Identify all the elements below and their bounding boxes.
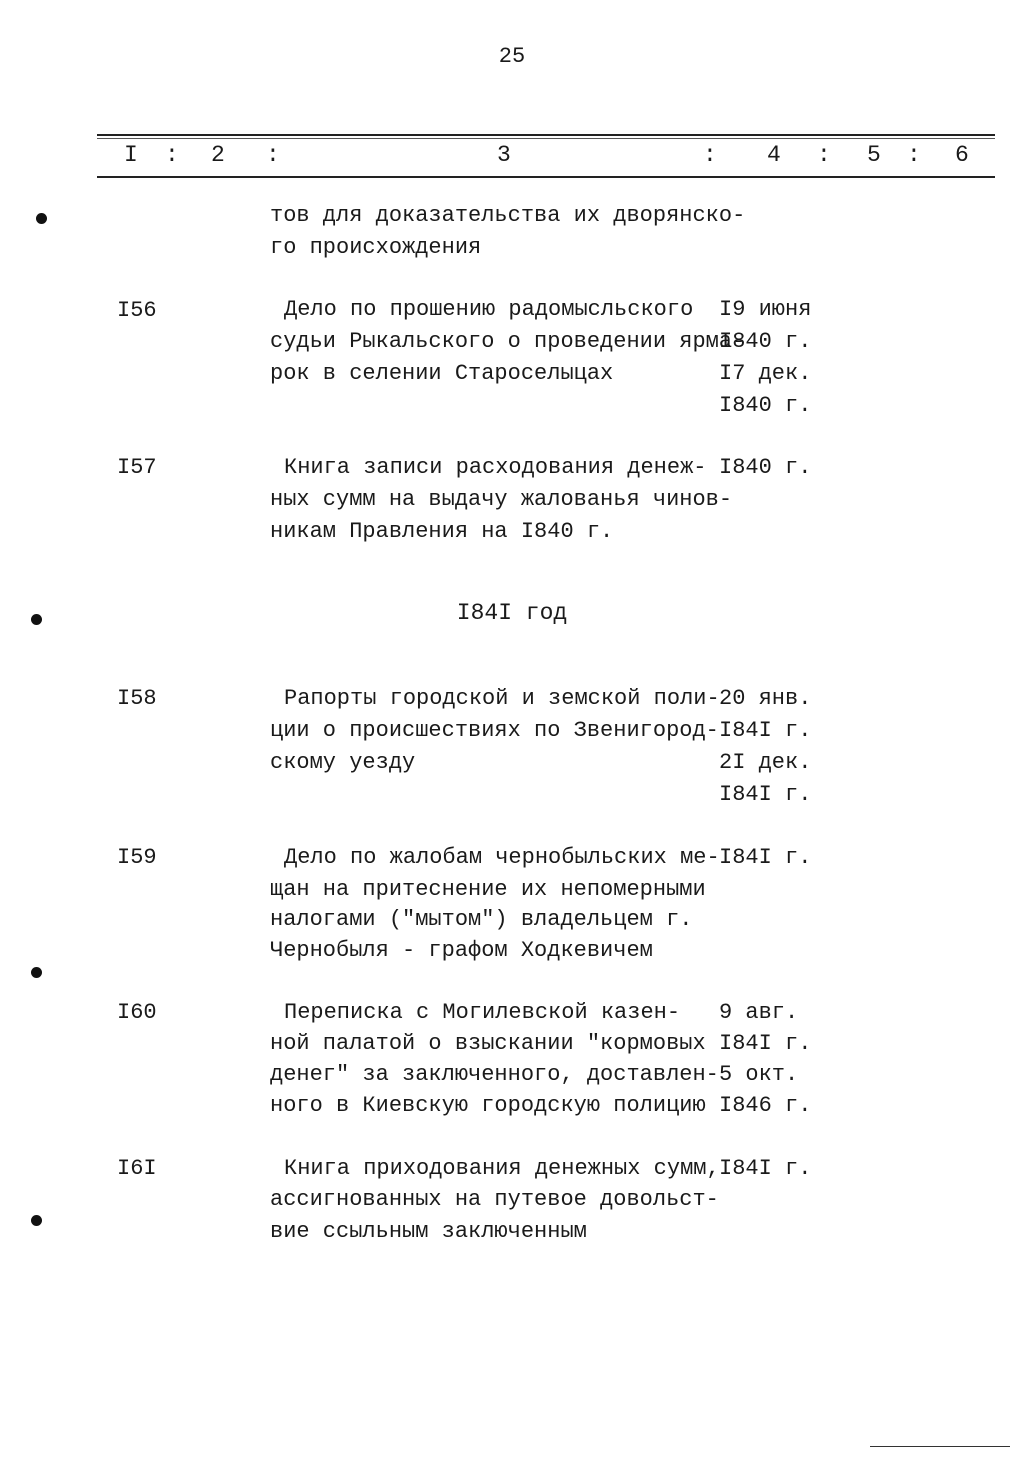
column-separator: : xyxy=(817,142,831,168)
column-header-2: 2 xyxy=(211,142,225,168)
entry-text-line: ассигнованных на путевое довольст- xyxy=(270,1187,719,1212)
entry-text-line: ной палатой о взыскании "кормовых xyxy=(270,1031,706,1056)
entry-text-line: Переписка с Могилевской казен- xyxy=(284,1000,681,1025)
entry-text-line: судьи Рыкальского о проведении ярма- xyxy=(270,329,746,354)
column-header-5: 5 xyxy=(867,142,881,168)
entry-number: I6I xyxy=(117,1156,157,1181)
entry-number: I60 xyxy=(117,1000,157,1025)
entry-date: I84I г. xyxy=(719,1031,812,1056)
entry-text-line: Рапорты городской и земской поли- xyxy=(284,686,720,711)
entry-date: I9 июня xyxy=(719,297,812,322)
entry-date: I7 дек. xyxy=(719,361,812,386)
entry-text-line: тов для доказательства их дворянско- xyxy=(270,203,746,228)
column-separator: : xyxy=(703,142,717,168)
entry-date: I84I г. xyxy=(719,1156,812,1181)
entry-text-line: ции о происшествиях по Звенигород- xyxy=(270,718,719,743)
entry-text-line: ного в Киевскую городскую полицию xyxy=(270,1093,706,1118)
section-heading: I84I год xyxy=(456,600,568,626)
entry-date: I846 г. xyxy=(719,1093,812,1118)
column-separator: : xyxy=(165,142,179,168)
entry-text-line: вие ссыльным заключенным xyxy=(270,1219,587,1244)
entry-date: I84I г. xyxy=(719,718,812,743)
column-separator: : xyxy=(266,142,280,168)
entry-date: I840 г. xyxy=(719,329,812,354)
entry-text-line: Книга приходования денежных сумм, xyxy=(284,1156,720,1181)
header-top-rule-thin xyxy=(97,138,995,139)
entry-text-line: Дело по прошению радомысльского xyxy=(284,297,694,322)
entry-date: 20 янв. xyxy=(719,686,812,711)
entry-text-line: ных сумм на выдачу жалованья чинов- xyxy=(270,487,733,512)
binding-hole xyxy=(31,614,42,625)
entry-date: 2I дек. xyxy=(719,750,812,775)
entry-date: I84I г. xyxy=(719,782,812,807)
entry-text-line: рок в селении Староселыцах xyxy=(270,361,614,386)
entry-text-line: никам Правления на I840 г. xyxy=(270,519,614,544)
binding-hole xyxy=(31,1215,42,1226)
entry-date: I840 г. xyxy=(719,393,812,418)
entry-date: 9 авг. xyxy=(719,1000,799,1025)
entry-text-line: скому уезду xyxy=(270,750,416,775)
column-header-4: 4 xyxy=(767,142,781,168)
entry-date: I84I г. xyxy=(719,845,812,870)
entry-text-line: денег" за заключенного, доставлен- xyxy=(270,1062,719,1087)
entry-text-line: Книга записи расходования денеж- xyxy=(284,455,707,480)
header-top-rule xyxy=(97,134,995,136)
header-bottom-rule xyxy=(97,176,995,178)
binding-hole xyxy=(36,213,47,224)
entry-date: 5 окт. xyxy=(719,1062,799,1087)
entry-text-line: Чернобыля - графом Ходкевичем xyxy=(270,938,653,963)
entry-text-line: щан на притеснение их непомерными xyxy=(270,877,706,902)
entry-date: I840 г. xyxy=(719,455,812,480)
entry-number: I57 xyxy=(117,455,157,480)
entry-text-line: налогами ("мытом") владельцем г. xyxy=(270,907,693,932)
column-header-1: I xyxy=(124,142,138,168)
column-header-6: 6 xyxy=(955,142,969,168)
page-number: 25 xyxy=(498,44,526,69)
entry-text-line: Дело по жалобам чернобыльских ме- xyxy=(284,845,720,870)
column-separator: : xyxy=(907,142,921,168)
column-header-3: 3 xyxy=(497,142,511,168)
entry-number: I56 xyxy=(117,298,157,323)
entry-number: I59 xyxy=(117,845,157,870)
footer-rule xyxy=(870,1446,1010,1447)
binding-hole xyxy=(31,967,42,978)
entry-number: I58 xyxy=(117,686,157,711)
entry-text-line: го происхождения xyxy=(270,235,482,260)
